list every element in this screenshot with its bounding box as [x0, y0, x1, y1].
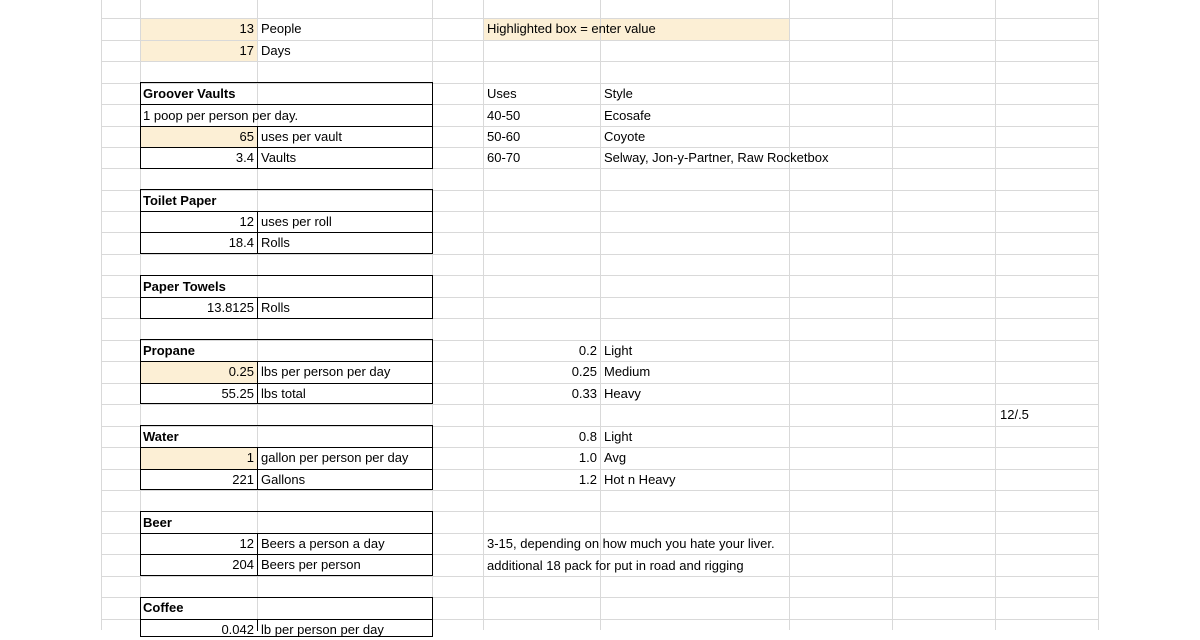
vault-uses-header-cell[interactable]: Uses — [487, 86, 517, 101]
beer-rate-value-cell[interactable]: 12 — [239, 536, 254, 551]
paper-towels-title-cell[interactable]: Paper Towels — [143, 279, 226, 294]
propane-total-value-cell[interactable]: 55.25 — [221, 386, 254, 401]
water-ref-value-cell[interactable]: 1.2 — [578, 472, 597, 487]
beer-total-label-cell[interactable]: Beers per person — [261, 557, 361, 572]
groover-uses-label-cell[interactable]: uses per vault — [261, 129, 342, 144]
people-count-cell[interactable]: 13 — [239, 21, 254, 36]
gridline — [995, 0, 996, 630]
toilet-paper-title-cell[interactable]: Toilet Paper — [143, 193, 217, 208]
water-ref-value-cell[interactable]: 0.8 — [578, 429, 597, 444]
water-ref-label-cell[interactable]: Light — [604, 429, 633, 444]
gridline — [101, 61, 1099, 62]
border-line — [257, 297, 258, 318]
gridline — [101, 404, 1099, 405]
days-label-cell[interactable]: Days — [261, 43, 291, 58]
water-total-value-cell[interactable]: 221 — [232, 472, 254, 487]
days-count-cell[interactable]: 17 — [239, 43, 254, 58]
toilet-paper-rolls-label-cell[interactable]: Rolls — [261, 235, 290, 250]
vault-uses-cell[interactable]: 40-50 — [487, 108, 521, 123]
vault-uses-cell[interactable]: 60-70 — [487, 150, 521, 165]
beer-note-cell[interactable]: additional 18 pack for put in road and rigging — [487, 558, 744, 573]
paper-towels-rolls-value-cell[interactable]: 13.8125 — [207, 300, 254, 315]
vault-style-cell[interactable]: Coyote — [604, 129, 646, 144]
vault-style-header-cell[interactable]: Style — [604, 86, 633, 101]
paper-towels-rolls-label-cell[interactable]: Rolls — [261, 300, 290, 315]
border-line — [257, 211, 258, 253]
propane-rate-label-cell[interactable]: lbs per person per day — [261, 364, 391, 379]
legend-note-cell[interactable]: Highlighted box = enter value — [487, 21, 656, 36]
beer-rate-label-cell[interactable]: Beers a person a day — [261, 536, 385, 551]
vault-style-cell[interactable]: Selway, Jon-y-Partner, Raw Rocketbox — [604, 150, 829, 165]
propane-ref-value-cell[interactable]: 0.2 — [578, 343, 597, 358]
beer-total-value-cell[interactable]: 204 — [232, 557, 254, 572]
border-line — [257, 533, 258, 575]
gridline — [101, 490, 1099, 491]
gridline — [101, 576, 1099, 577]
toilet-paper-uses-label-cell[interactable]: uses per roll — [261, 214, 332, 229]
water-rate-label-cell[interactable]: gallon per person per day — [261, 450, 409, 465]
people-label-cell[interactable]: People — [261, 21, 302, 36]
propane-total-label-cell[interactable]: lbs total — [261, 386, 306, 401]
gridline — [101, 254, 1099, 255]
propane-title-cell[interactable]: Propane — [143, 343, 196, 358]
propane-ref-value-cell[interactable]: 0.33 — [571, 386, 597, 401]
coffee-title-cell[interactable]: Coffee — [143, 600, 184, 615]
border-line — [257, 126, 258, 168]
beer-note-cell[interactable]: 3-15, depending on how much you hate your liver. — [487, 536, 775, 551]
gridline — [101, 0, 102, 630]
vault-uses-cell[interactable]: 50-60 — [487, 129, 521, 144]
stray-note-cell[interactable]: 12/.5 — [1000, 407, 1029, 422]
propane-rate-value-cell[interactable]: 0.25 — [228, 364, 254, 379]
propane-ref-label-cell[interactable]: Medium — [604, 364, 651, 379]
water-title-cell[interactable]: Water — [143, 429, 179, 444]
border-line — [257, 361, 258, 403]
gridline — [483, 0, 484, 630]
beer-title-cell[interactable]: Beer — [143, 515, 172, 530]
groover-note-cell[interactable]: 1 poop per person per day. — [143, 108, 299, 123]
water-total-label-cell[interactable]: Gallons — [261, 472, 306, 487]
toilet-paper-uses-value-cell[interactable]: 12 — [239, 214, 254, 229]
propane-ref-label-cell[interactable]: Heavy — [604, 386, 641, 401]
water-ref-label-cell[interactable]: Avg — [604, 450, 627, 465]
groover-vaults-value-cell[interactable]: 3.4 — [235, 150, 254, 165]
water-ref-label-cell[interactable]: Hot n Heavy — [604, 472, 676, 487]
coffee-rate-value-cell[interactable]: 0.042 — [221, 622, 254, 637]
groover-uses-value-cell[interactable]: 65 — [239, 129, 254, 144]
propane-ref-value-cell[interactable]: 0.25 — [571, 364, 597, 379]
water-ref-value-cell[interactable]: 1.0 — [578, 450, 597, 465]
groover-title-cell[interactable]: Groover Vaults — [143, 86, 236, 101]
border-line — [257, 447, 258, 489]
groover-vaults-label-cell[interactable]: Vaults — [261, 150, 297, 165]
toilet-paper-rolls-value-cell[interactable]: 18.4 — [228, 235, 254, 250]
vault-style-cell[interactable]: Ecosafe — [604, 108, 651, 123]
coffee-rate-label-cell[interactable]: lb per person per day — [261, 622, 384, 637]
border-line — [257, 619, 258, 631]
water-rate-value-cell[interactable]: 1 — [246, 450, 254, 465]
propane-ref-label-cell[interactable]: Light — [604, 343, 633, 358]
gridline — [1098, 0, 1099, 630]
